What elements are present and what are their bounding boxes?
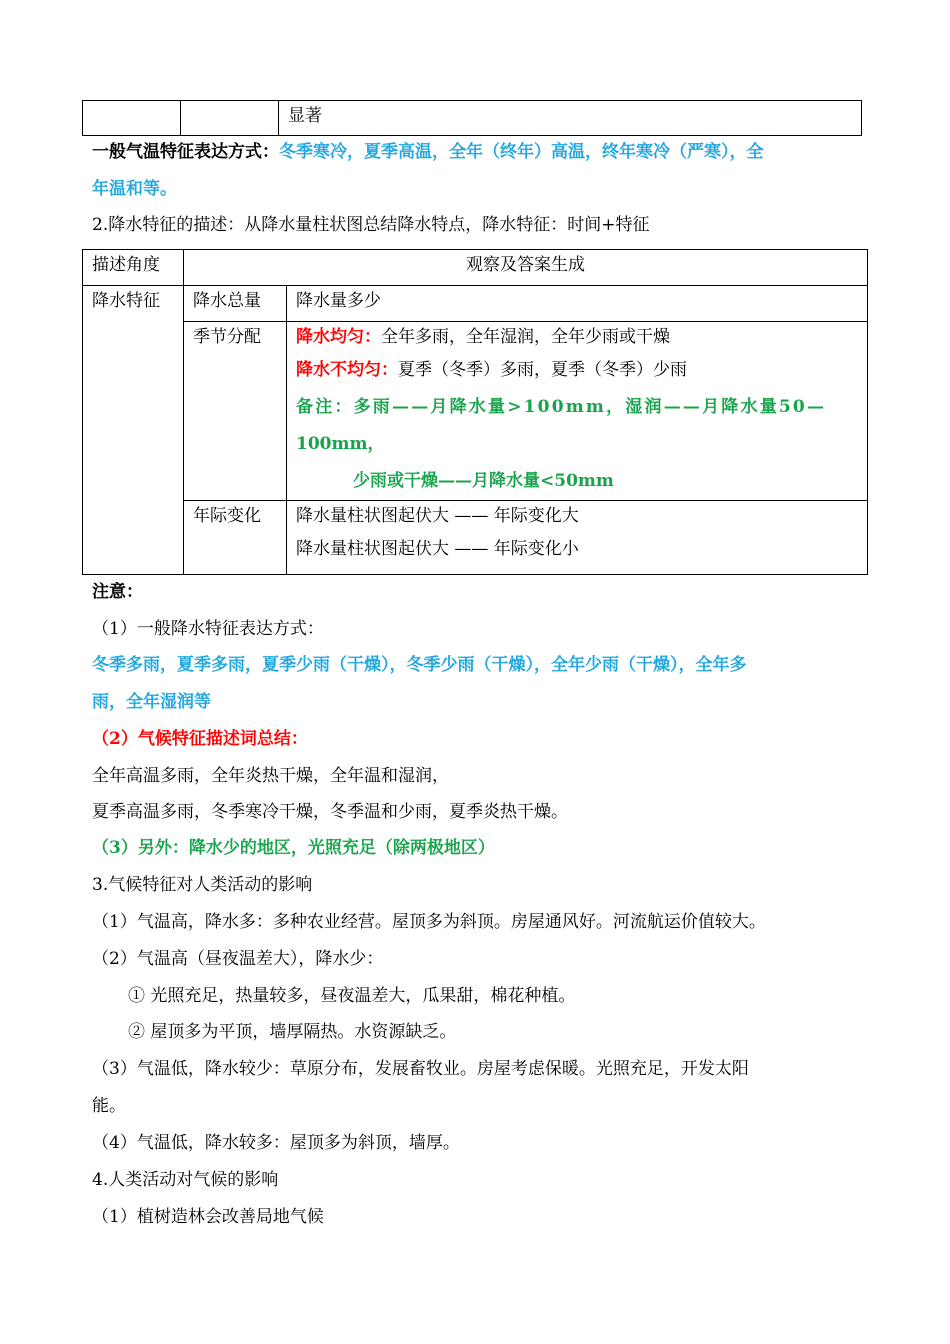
section-3-p3-line2: 能。	[92, 1096, 126, 1116]
table-cell	[184, 501, 287, 575]
season-label: 季节分配	[193, 327, 261, 347]
season-note-line2: 100mm，	[296, 434, 385, 454]
section-3-p3-line1: （3）气温低，降水较少：草原分布，发展畜牧业。房屋考虑保暖。光照充足，开发太阳	[92, 1059, 749, 1079]
note-2-line2: 夏季高温多雨，冬季寒冷干燥，冬季温和少雨，夏季炎热干燥。	[92, 802, 568, 822]
note-3: （3）另外：降水少的地区，光照充足（除两极地区）	[92, 838, 495, 858]
note-1-line2: 雨，全年湿润等	[92, 692, 211, 712]
table-cell	[83, 286, 184, 575]
table-cell	[279, 101, 862, 136]
total-text: 降水量多少	[296, 291, 381, 311]
note-1-title: （1）一般降水特征表达方式：	[92, 619, 324, 639]
total-label: 降水总量	[193, 291, 261, 311]
section-3-title: 3.气候特征对人类活动的影响	[92, 875, 313, 895]
note-2-line1: 全年高温多雨，全年炎热干燥，全年温和湿润，	[92, 766, 449, 786]
note-1-line1: 冬季多雨，夏季多雨，夏季少雨（干燥），冬季少雨（干燥），全年少雨（干燥），全年多	[92, 655, 747, 675]
section-3-p2: （2）气温高（昼夜温差大），降水少：	[92, 949, 384, 969]
table-cell	[287, 322, 868, 501]
season-uneven-line	[287, 352, 867, 389]
uneven-text: 夏季（冬季）多雨，夏季（冬季）少雨	[398, 360, 687, 380]
season-note-line3: 少雨或干燥——月降水量<50mm	[353, 471, 614, 491]
cell-text: 显著	[288, 106, 322, 126]
section-3-p2a: ① 光照充足，热量较多，昼夜温差大，瓜果甜，棉花种植。	[128, 986, 576, 1006]
header-aspect: 描述角度	[92, 255, 160, 275]
annual-line1: 降水量柱状图起伏大 —— 年际变化大	[296, 506, 579, 526]
annual-line2: 降水量柱状图起伏大 —— 年际变化小	[296, 539, 579, 559]
even-text: 全年多雨，全年湿润，全年少雨或干燥	[381, 327, 670, 347]
season-note-line1: 备注：多雨——月降水量>100mm，湿润——月降水量50—	[296, 397, 827, 417]
table-cell	[287, 501, 868, 575]
section-4-p1: （1）植树造林会改善局地气候	[92, 1207, 324, 1227]
table-cell	[184, 322, 287, 501]
temperature-note-line2: 年温和等。	[92, 179, 177, 199]
temperature-note-text: 冬季寒冷，夏季高温，全年（终年）高温，终年寒冷（严寒），全	[279, 142, 764, 162]
temperature-note-label: 一般气温特征表达方式：	[92, 142, 279, 162]
note-2-title: （2）气候特征描述词总结：	[92, 729, 308, 749]
row-label-precipitation: 降水特征	[92, 291, 160, 311]
header-observation: 观察及答案生成	[466, 255, 585, 275]
table-header-cell	[184, 250, 868, 286]
uneven-label: 降水不均匀：	[296, 360, 398, 380]
table-cell	[287, 286, 868, 322]
section-3-p4: （4）气温低，降水较多：屋顶多为斜顶，墙厚。	[92, 1133, 460, 1153]
notes-title: 注意：	[92, 582, 143, 602]
section-4-title: 4.人类活动对气候的影响	[92, 1170, 279, 1190]
temperature-table-fragment	[82, 100, 862, 136]
table-cell	[184, 286, 287, 322]
table-header-cell	[83, 250, 184, 286]
section-3-p1: （1）气温高，降水多：多种农业经营。屋顶多为斜顶。房屋通风好。河流航运价值较大。	[92, 912, 766, 932]
section-3-p2b: ② 屋顶多为平顶，墙厚隔热。水资源缺乏。	[128, 1022, 457, 1042]
table-cell	[181, 101, 279, 136]
season-even-line	[287, 322, 867, 352]
table-cell	[83, 101, 181, 136]
even-label: 降水均匀：	[296, 327, 381, 347]
temperature-note-line1	[92, 140, 764, 164]
precipitation-table	[82, 249, 868, 575]
annual-label: 年际变化	[193, 506, 261, 526]
section-2-title: 2.降水特征的描述：从降水量柱状图总结降水特点，降水特征：时间+特征	[92, 215, 650, 235]
